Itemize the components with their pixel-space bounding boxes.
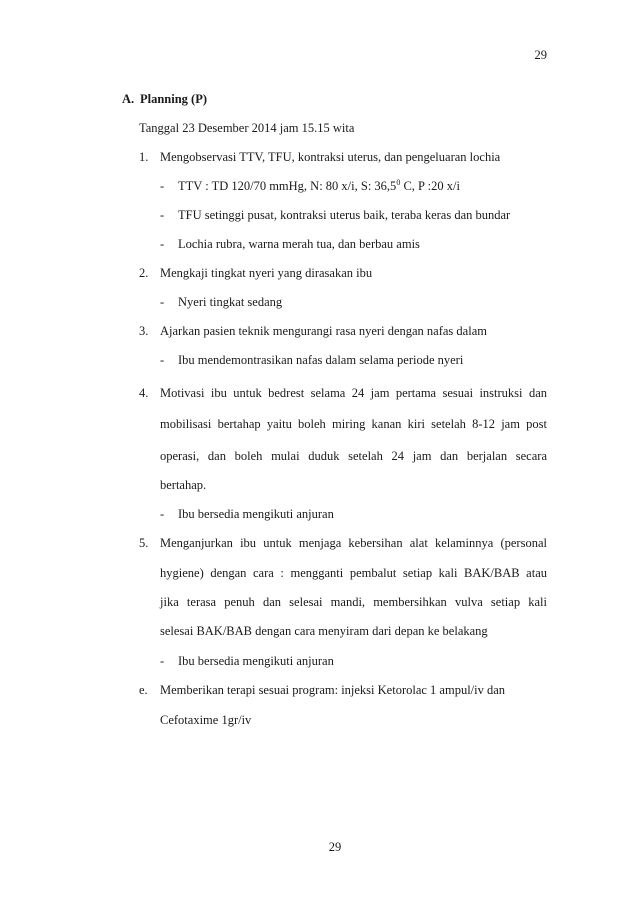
item-marker: e. (139, 683, 148, 697)
item-text: Mengobservasi TTV, TFU, kontraksi uterus, dan pengeluaran lochia (160, 150, 501, 164)
result-bullet: - (160, 179, 165, 193)
page-number-top: 29 (534, 48, 547, 62)
item-text-line: Memberikan terapi sesuai program: injeksi Ketorolac 1 ampul/iv dan (160, 683, 506, 697)
result-text: Ibu bersedia mengikuti anjuran (178, 654, 334, 668)
item-text-line: jika terasa penuh dan selesai mandi, membersihkan vulva setiap kali (160, 595, 547, 609)
result-bullet: - (160, 654, 165, 668)
item-text: Mengkaji tingkat nyeri yang dirasakan ibu (160, 266, 373, 280)
item-text-line: Menganjurkan ibu untuk menjaga kebersihan alat kelaminnya (personal (160, 536, 547, 550)
result-bullet: - (160, 237, 165, 251)
page-number-bottom: 29 (328, 840, 342, 854)
result-text-after: C, P :20 x/i (400, 179, 460, 193)
result-text: Lochia rubra, warna merah tua, dan berbau amis (178, 237, 420, 251)
date-line: Tanggal 23 Desember 2014 jam 15.15 wita (139, 121, 355, 135)
item-marker: 3. (139, 324, 149, 338)
result-bullet: - (160, 208, 165, 222)
item-text-line: bertahap. (160, 478, 207, 492)
item-marker: 4. (139, 386, 149, 400)
result-text: Nyeri tingkat sedang (178, 295, 283, 309)
item-text-line: Cefotaxime 1gr/iv (160, 713, 252, 727)
section-title: Planning (P) (140, 92, 208, 106)
item-text: Ajarkan pasien teknik mengurangi rasa nyeri dengan nafas dalam (160, 324, 487, 338)
item-text-line: mobilisasi bertahap yaitu boleh miring kanan kiri setelah 8-12 jam post (160, 417, 547, 431)
result-bullet: - (160, 507, 165, 521)
item-marker: 1. (139, 150, 149, 164)
item-text-line: hygiene) dengan cara : mengganti pembalut setiap kali BAK/BAB atau (160, 566, 547, 580)
result-text: Ibu bersedia mengikuti anjuran (178, 507, 334, 521)
item-text-line: operasi, dan boleh mulai duduk setelah 24 jam dan berjalan secara (160, 449, 547, 463)
result-text-vital-signs (178, 178, 460, 194)
section-label: A. (122, 92, 135, 106)
degree-superscript: 0 (396, 178, 401, 187)
result-bullet: - (160, 295, 165, 309)
result-text-before: TTV : TD 120/70 mmHg, N: 80 x/i, S: 36,5 (178, 179, 397, 193)
item-marker: 2. (139, 266, 149, 280)
item-text-line: Motivasi ibu untuk bedrest selama 24 jam pertama sesuai instruksi dan (160, 386, 547, 400)
result-bullet: - (160, 353, 165, 367)
result-text: TFU setinggi pusat, kontraksi uterus baik, teraba keras dan bundar (178, 208, 511, 222)
item-text-line: selesai BAK/BAB dengan cara menyiram dari depan ke belakang (160, 624, 488, 638)
result-text: Ibu mendemontrasikan nafas dalam selama periode nyeri (178, 353, 464, 367)
item-marker: 5. (139, 536, 149, 550)
